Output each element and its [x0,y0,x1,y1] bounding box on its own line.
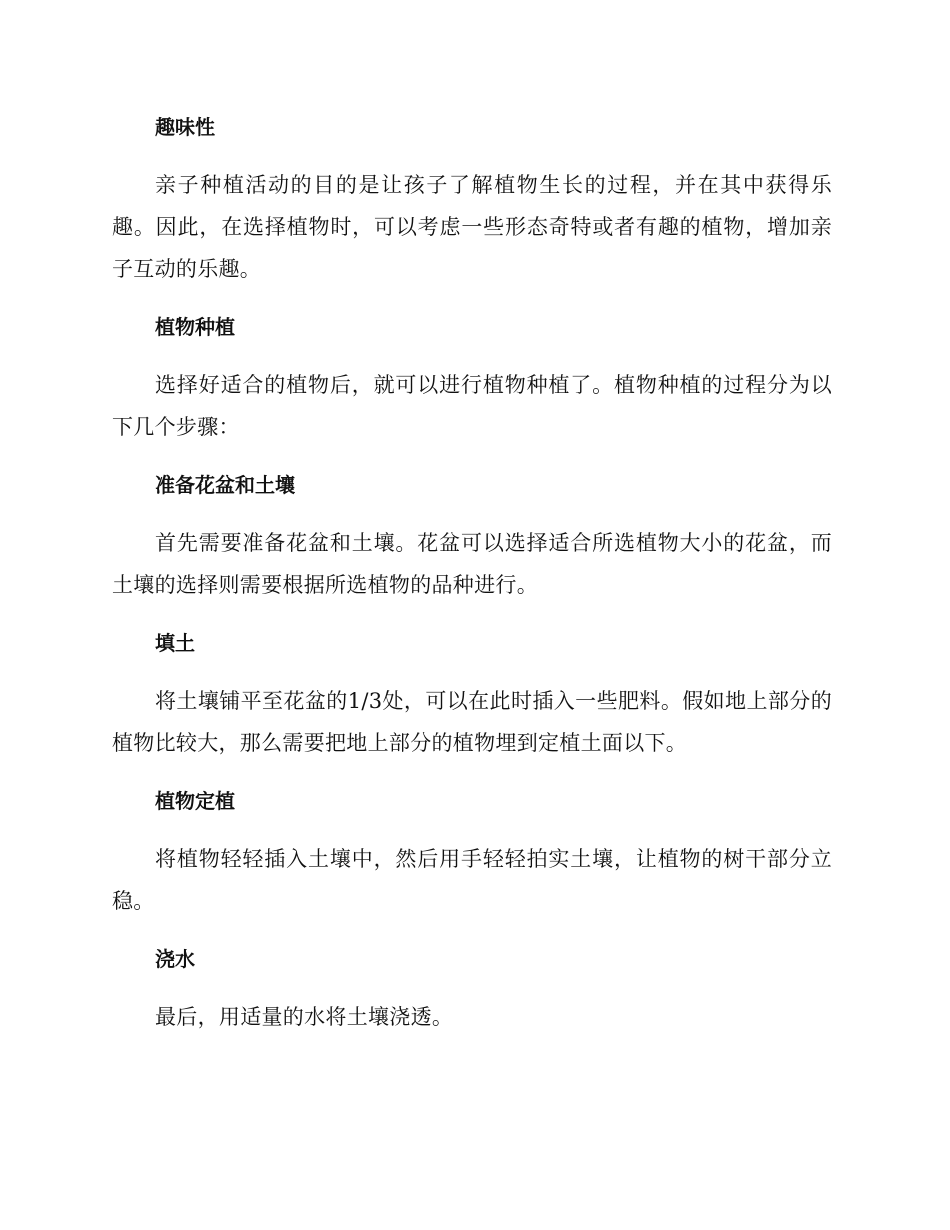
section-heading-prepare-pot-soil: 准备花盆和土壤 [155,473,295,497]
section-paragraph-prepare-pot-soil: 首先需要准备花盆和土壤。花盆可以选择适合所选植物大小的花盆，而土壤的选择则需要根据所选植物的品种进行。 [112,531,832,597]
document-body [112,110,832,1058]
section-heading-fill-soil: 填土 [155,631,195,655]
section-heading-fun: 趣味性 [155,115,215,139]
section-paragraph-fill-soil: 将土壤铺平至花盆的1/3处，可以在此时插入一些肥料。假如地上部分的植物比较大，那么需要把地上部分的植物埋到定植土面以下。 [112,689,832,755]
section-heading-watering: 浇水 [155,947,195,971]
section-heading-planting: 植物种植 [155,315,235,339]
section-heading-fix-plant: 植物定植 [155,789,235,813]
section-paragraph-fun: 亲子种植活动的目的是让孩子了解植物生长的过程，并在其中获得乐趣。因此，在选择植物时，可以考虑一些形态奇特或者有趣的植物，增加亲子互动的乐趣。 [112,173,832,281]
section-paragraph-planting: 选择好适合的植物后，就可以进行植物种植了。植物种植的过程分为以下几个步骤： [112,373,832,439]
section-paragraph-watering: 最后，用适量的水将土壤浇透。 [155,1005,454,1029]
section-paragraph-fix-plant: 将植物轻轻插入土壤中，然后用手轻轻拍实土壤，让植物的树干部分立稳。 [112,847,832,913]
